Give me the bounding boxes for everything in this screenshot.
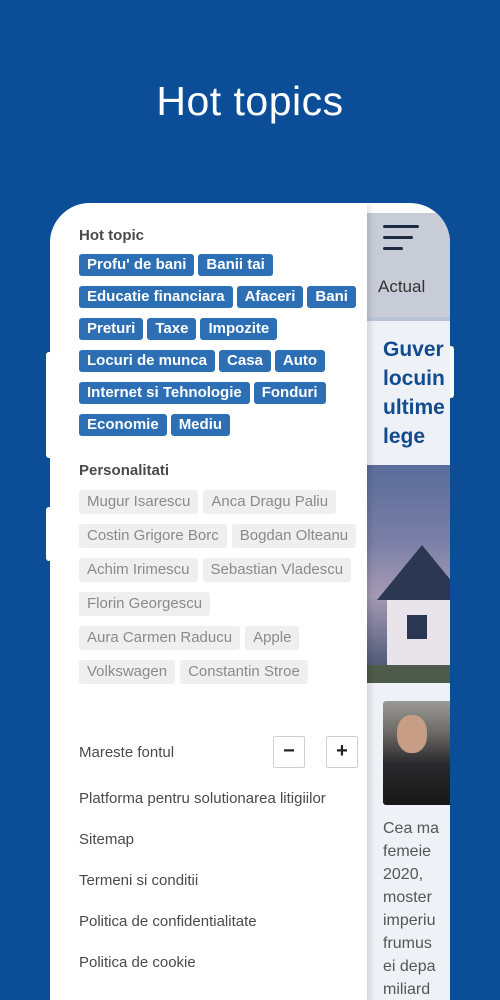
tab-actual[interactable]: Actual (378, 277, 426, 296)
hot-topic-title: Hot topic (79, 227, 144, 244)
hot-topic-list (79, 254, 365, 446)
hot-topic-chip-fonduri[interactable]: Fonduri (254, 382, 326, 404)
personality-chip-mugur-isarescu[interactable]: Mugur Isarescu (79, 490, 198, 514)
footer-link-politica-de-confidentialitate[interactable]: Politica de confidentialitate (79, 913, 257, 930)
hamburger-menu-icon[interactable] (383, 225, 419, 251)
hot-topic-chip-taxe[interactable]: Taxe (147, 318, 196, 340)
personality-chip-anca-dragu-paliu[interactable]: Anca Dragu Paliu (203, 490, 336, 514)
phone-screen (50, 203, 450, 1000)
font-size-control (79, 736, 359, 768)
article-thumbnail[interactable] (383, 701, 450, 805)
article-title[interactable]: Guver locuin ultime lege (383, 338, 445, 448)
hot-topic-chip-internet-si-tehnologie[interactable]: Internet si Tehnologie (79, 382, 250, 404)
personality-chip-achim-irimescu[interactable]: Achim Irimescu (79, 558, 198, 582)
hot-topic-chip-impozite[interactable]: Impozite (200, 318, 277, 340)
personality-chip-florin-georgescu[interactable]: Florin Georgescu (79, 592, 210, 616)
personality-chip-aura-carmen-raducu[interactable]: Aura Carmen Raducu (79, 626, 240, 650)
personalities-title: Personalitati (79, 462, 170, 479)
hot-topic-chip-preturi[interactable]: Preturi (79, 318, 143, 340)
hot-topic-chip-auto[interactable]: Auto (275, 350, 325, 372)
hot-topic-chip-locuri-de-munca[interactable]: Locuri de munca (79, 350, 215, 372)
increase-font-button[interactable]: + (326, 736, 358, 768)
personality-chip-sebastian-vladescu[interactable]: Sebastian Vladescu (203, 558, 352, 582)
hot-topic-chip-afaceri[interactable]: Afaceri (237, 286, 304, 308)
article-image[interactable] (367, 465, 450, 683)
footer-link-politica-de-cookie[interactable]: Politica de cookie (79, 954, 196, 971)
hot-topic-chip-casa[interactable]: Casa (219, 350, 271, 372)
hot-topic-chip-banii-tai[interactable]: Banii tai (198, 254, 272, 276)
personality-chip-costin-grigore-borc[interactable]: Costin Grigore Borc (79, 524, 227, 548)
font-size-label: Mareste fontul (79, 744, 175, 761)
hot-topic-chip-mediu[interactable]: Mediu (171, 414, 230, 436)
personality-chip-constantin-stroe[interactable]: Constantin Stroe (180, 660, 308, 684)
personality-chip-volkswagen[interactable]: Volkswagen (79, 660, 175, 684)
footer-links (79, 790, 364, 995)
article-header (367, 213, 450, 321)
personalities-list (79, 490, 365, 694)
tab-indicator (367, 317, 450, 321)
personality-chip-bogdan-olteanu[interactable]: Bogdan Olteanu (232, 524, 356, 548)
footer-link-platforma-pentru-solutionarea-litigiilor[interactable]: Platforma pentru solutionarea litigiilor (79, 790, 326, 807)
article-page (367, 213, 450, 1000)
article-excerpt[interactable]: Cea ma femeie 2020, moster imperiu frumus ei depa miliard (383, 820, 440, 998)
decrease-font-button[interactable]: − (273, 736, 305, 768)
screen-headline: Hot topics (156, 78, 344, 124)
hot-topic-chip-bani[interactable]: Bani (307, 286, 356, 308)
hot-topic-chip-profu-de-bani[interactable]: Profu' de bani (79, 254, 194, 276)
personality-chip-apple[interactable]: Apple (245, 626, 299, 650)
footer-link-termeni-si-conditii[interactable]: Termeni si conditii (79, 872, 199, 889)
footer-link-sitemap[interactable]: Sitemap (79, 831, 135, 848)
hot-topic-chip-educatie-financiara[interactable]: Educatie financiara (79, 286, 233, 308)
hot-topic-chip-economie[interactable]: Economie (79, 414, 167, 436)
